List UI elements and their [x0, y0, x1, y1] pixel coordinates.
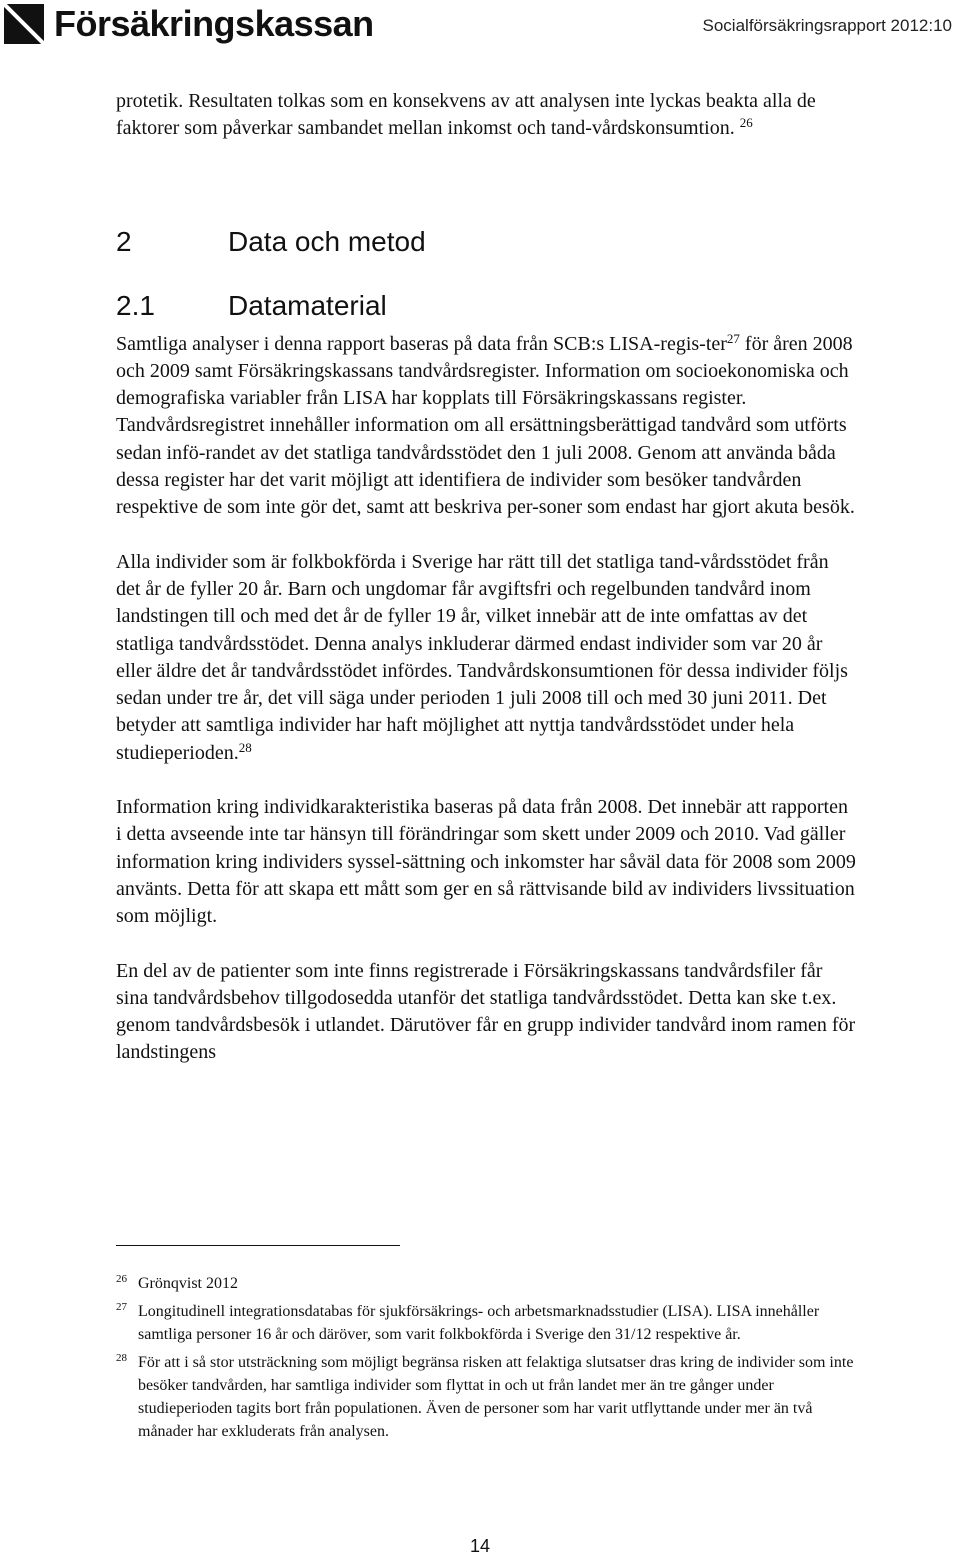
footnote-number: 27 — [116, 1301, 127, 1313]
paragraph-2-text: Alla individer som är folkbokförda i Sverige har rätt till det statliga tand-vårdsstödet från det år de fyller 20 år. Barn och ungdomar får avgiftsfri och regelbunden tandvård inom landstingen till och med det år de fyller 19 år, vilket innebär att de inte omfattas av det statliga tandvårdsstödet. Denna analys inkluderar därmed endast individer som var 20 år eller äldre det år tandvårdsstödet infördes. Tandvårdskonsumtionen för dessa individer följs sedan under tre år, det vill säga under perioden 1 juli 2008 till och med 30 juni 2011. Det betyder att samtliga individer har haft möjlighet att nyttja tandvårdsstödet under hela studieperioden. — [116, 550, 848, 764]
subsection-title: Datamaterial — [228, 289, 387, 321]
footnote-divider — [116, 1245, 400, 1246]
document-body — [116, 88, 856, 1094]
forsakringskassan-logo-icon — [4, 4, 44, 44]
intro-text: protetik. Resultaten tolkas som en konsekvens av att analysen inte lyckas beakta alla de faktorer som påverkar sambandet mellan inkomst och tand-vårdskonsumtion. — [116, 90, 816, 140]
paragraph-1-part-a: Samtliga analyser i denna rapport baseras på data från SCB:s LISA-regis-ter — [116, 332, 727, 355]
paragraph-3: Information kring individkarakteristika baseras på data från 2008. Det innebär att rapporten i detta avseende inte tar hänsyn till förändringar som skett under 2009 och 2010. Vad gäller information kring individers syssel-sättning och inkomster har såväl data för 2008 som 2009 använts. Detta för att skapa ett mått som ger en så rättvisande bild av individers livssituation som möjligt. — [116, 796, 856, 928]
footnote-item — [116, 1351, 856, 1443]
logo — [4, 4, 374, 44]
footnote-text: För att i så stor utsträckning som möjligt begränsa risken att felaktiga slutsatser dras kring de individer som inte besöker tandvården, har samtliga individer som flyttat in och ut från landet mer än tre gånger under studieperioden tagits bort från populationen. Även de personer som har varit utflyttande under mer än två månader har exkluderats från analysen. — [138, 1354, 854, 1440]
footnote-ref-26[interactable]: 26 — [739, 115, 753, 131]
paragraph-1 — [116, 331, 856, 522]
footnote-ref-27[interactable]: 27 — [726, 330, 740, 346]
section-title: Data och metod — [228, 225, 426, 257]
section-heading — [116, 225, 856, 259]
subsection-heading — [116, 289, 856, 323]
footnote-text: Longitudinell integrationsdatabas för sjukförsäkrings- och arbetsmarknadsstudier (LISA). LISA innehåller samtliga personer 16 år och däröver, som varit folkbokförda i Sverige den 31/12 respektive år. — [138, 1303, 820, 1343]
paragraph-4: En del av de patienter som inte finns registrerade i Försäkringskassans tandvårdsfiler får sina tandvårdsbehov tillgodosedda utanför det statliga tandvårdsstödet. Detta kan ske t.ex. genom tandvårdsbesök i utlandet. Därutöver får en grupp individer tandvård inom ramen för landstingens — [116, 959, 856, 1064]
paragraph-2 — [116, 549, 856, 767]
footnote-text: Grönqvist 2012 — [138, 1275, 238, 1292]
section-number: 2 — [116, 225, 132, 257]
page-number: 14 — [469, 1536, 491, 1556]
page-header — [0, 0, 960, 60]
footnote-item — [116, 1300, 856, 1346]
footnote-number: 26 — [116, 1273, 127, 1285]
intro-paragraph — [116, 88, 856, 143]
brand-name: Försäkringskassan — [54, 3, 374, 44]
footnote-number: 28 — [116, 1352, 127, 1364]
footnote-ref-28[interactable]: 28 — [238, 739, 252, 755]
footnotes — [116, 1272, 856, 1448]
footnote-item — [116, 1272, 856, 1295]
paragraph-1-part-b: för åren 2008 och 2009 samt Försäkringskassans tandvårdsregister. Information om socioekonomiska och demografiska variabler från LISA har kopplats till Försäkringskassans register. Tandvårdsregistret innehåller information om all ersättningsberättigad tandvård som utförts sedan infö-randet av det statliga tandvårdsstödet den 1 juli 2008. Genom att använda båda dessa register har det varit möjligt att identifiera de individer som besöker tandvården respektive de som inte gör det, samt att beskriva per-soner som endast har gjort akuta besök. — [116, 332, 855, 519]
report-title: Socialförsäkringsrapport 2012:10 — [702, 16, 952, 35]
subsection-number: 2.1 — [116, 289, 155, 321]
